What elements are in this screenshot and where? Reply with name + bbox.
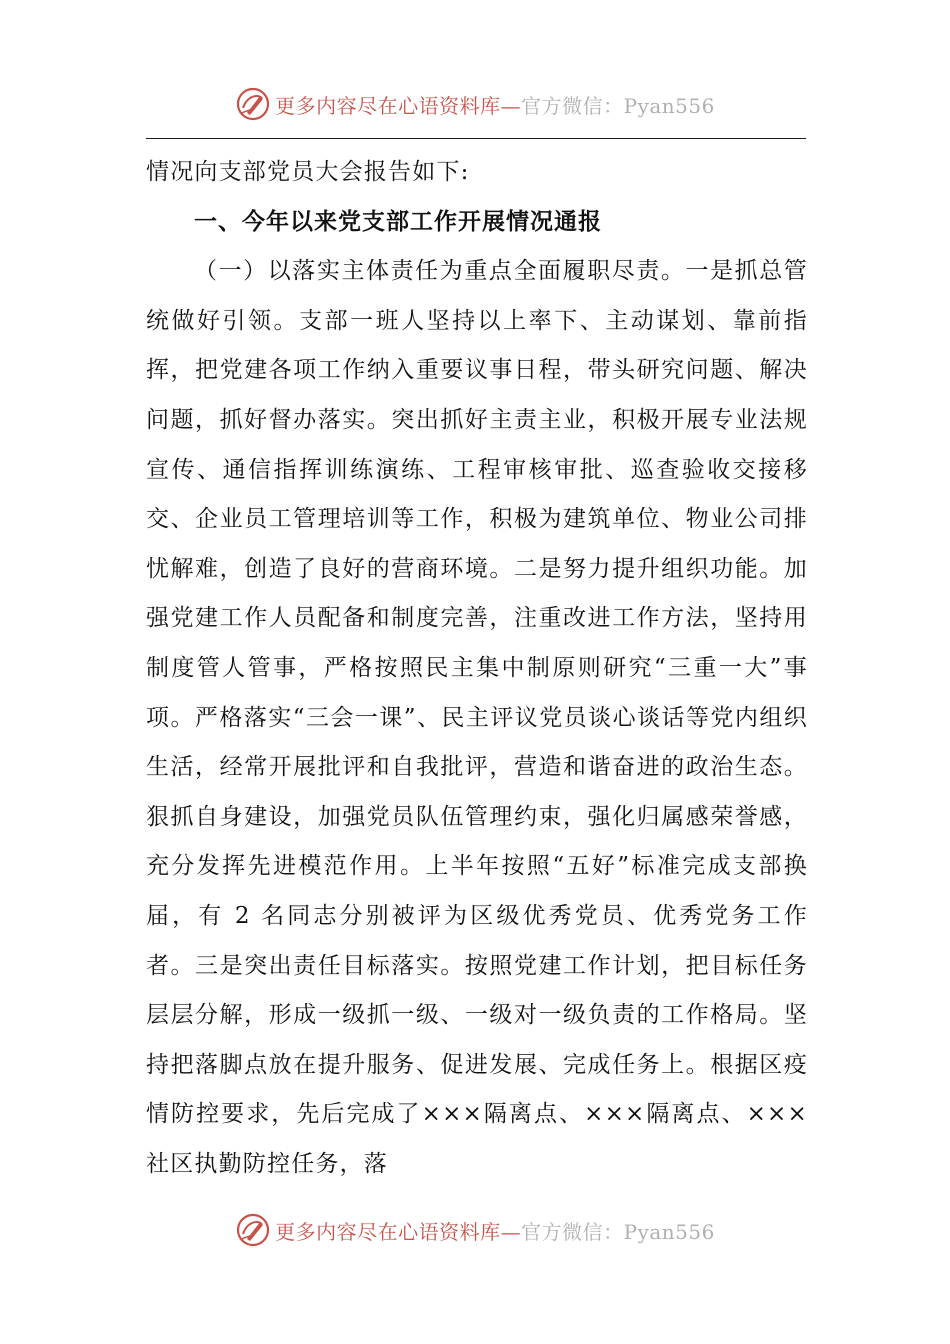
header-divider <box>146 138 806 139</box>
intro-line: 情况向支部党员大会报告如下: <box>146 159 470 185</box>
document-body <box>146 148 808 1189</box>
header-watermark <box>0 84 950 124</box>
watermark-wechat: 官方微信：Pyan556 <box>521 93 715 118</box>
pen-heart-logo-icon <box>235 86 271 122</box>
footer-watermark <box>0 1210 950 1250</box>
watermark-wechat: 官方微信：Pyan556 <box>521 1219 715 1244</box>
body-paragraph: （一）以落实主体责任为重点全面履职尽责。一是抓总管统做好引领。支部一班人坚持以上率下、主动谋划、靠前指挥，把党建各项工作纳入重要议事日程，带头研究问题、解决问题，抓好督办落实。突出抓好主责主业，积极开展专业法规宣传、通信指挥训练演练、工程审核审批、巡查验收交接移交、企业员工管理培训等工作，积极为建筑单位、物业公司排忧解难，创造了良好的营商环境。二是努力提升组织功能。加强党建工作人员配备和制度完善，注重改进工作方法，坚持用制度管人管事，严格按照民主集中制原则研究“三重一大”事项。严格落实“三会一课”、民主评议党员谈心谈话等党内组织生活，经常开展批评和自我批评，营造和谐奋进的政治生态。狠抓自身建设，加强党员队伍管理约束，强化归属感荣誉感，充分发挥先进模范作用。上半年按照“五好”标准完成支部换届，有 2 名同志分别被评为区级优秀党员、优秀党务工作者。三是突出责任目标落实。按照党建工作计划，把目标任务层层分解，形成一级抓一级、一级对一级负责的工作格局。坚持把落脚点放在提升服务、促进发展、完成任务上。根据区疫情防控要求，先后完成了×××隔离点、×××隔离点、×××社区执勤防控任务，落 <box>146 258 808 1177</box>
section-heading: 一、今年以来党支部工作开展情况通报 <box>194 208 602 235</box>
pen-heart-logo-icon <box>235 1212 271 1248</box>
watermark-text: 更多内容尽在心语资料库—官方微信：Pyan556 <box>275 93 715 118</box>
watermark-text: 更多内容尽在心语资料库—官方微信：Pyan556 <box>275 1219 715 1244</box>
